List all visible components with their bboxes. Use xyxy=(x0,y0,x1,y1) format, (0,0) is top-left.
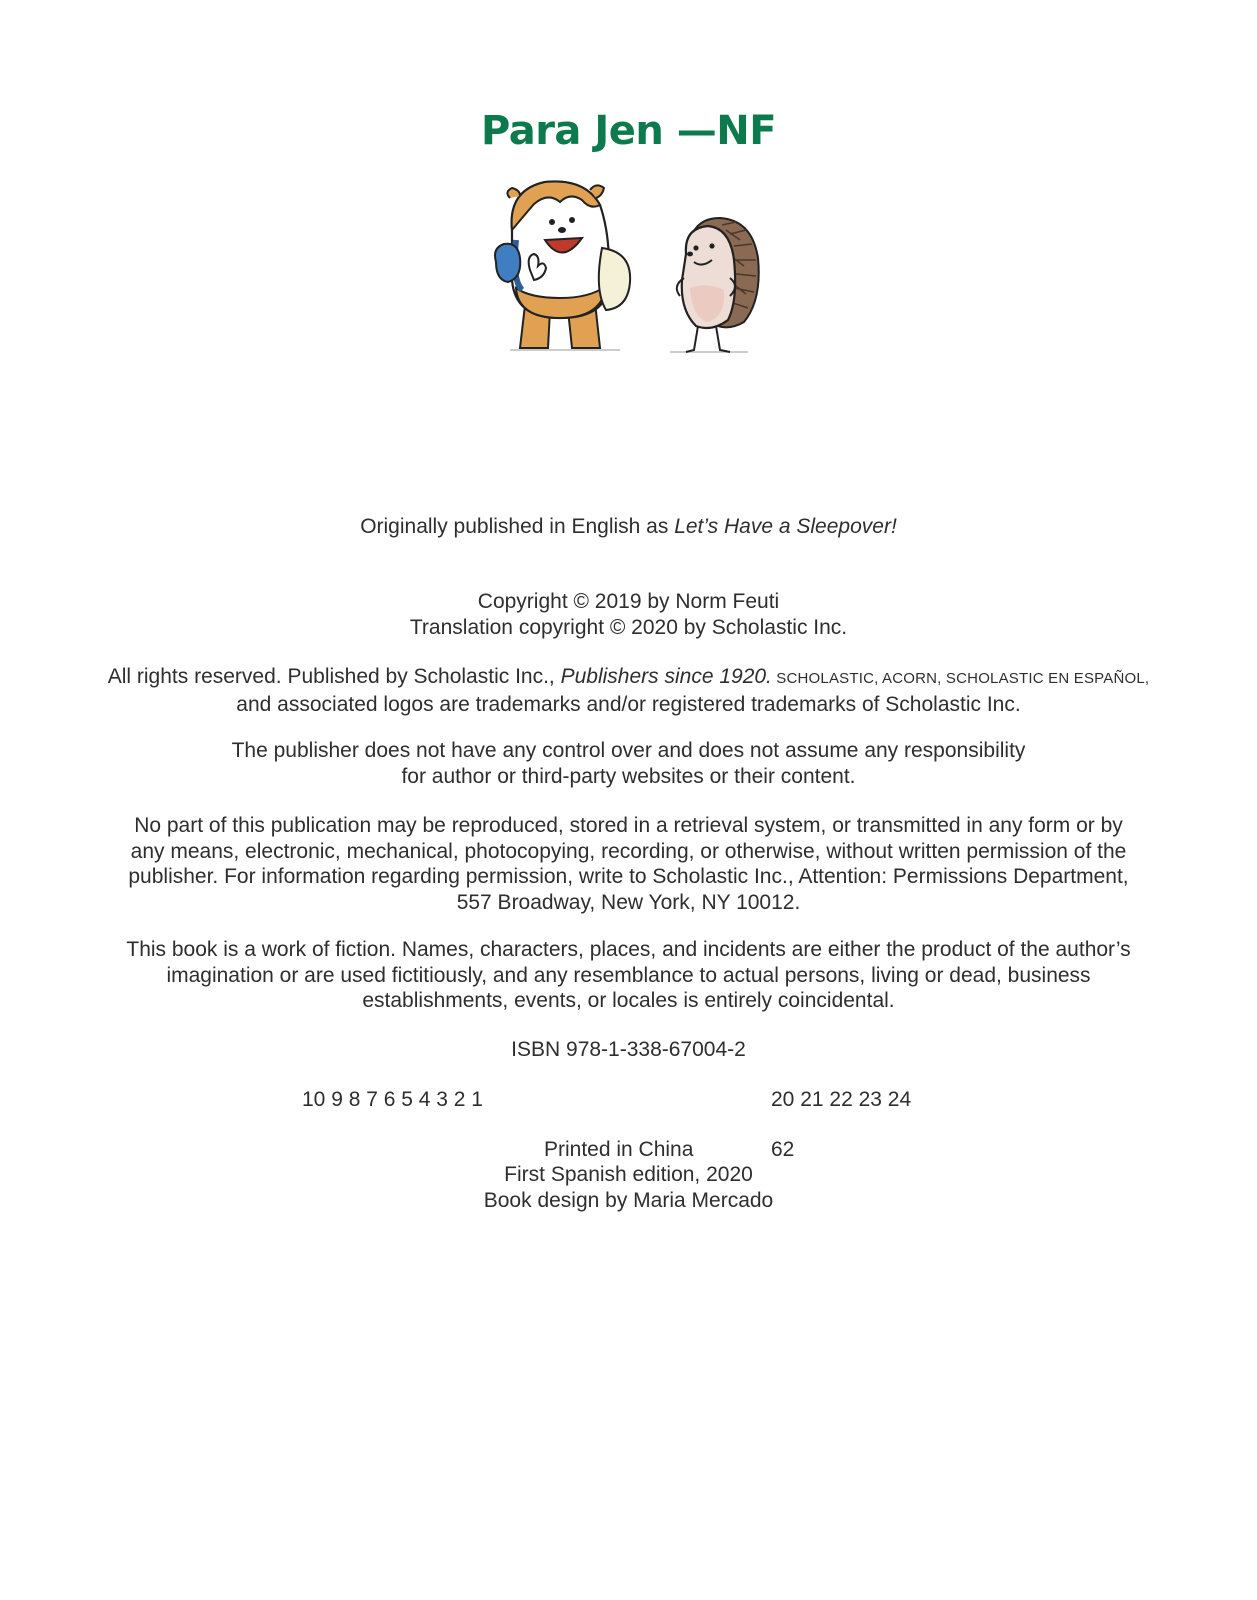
publisher-note xyxy=(0,738,1257,789)
printed-in: Printed in China xyxy=(544,1138,694,1161)
printing-code: 62 xyxy=(771,1138,795,1161)
reproduction-line2: any means, electronic, mechanical, photocopying, recording, or otherwise, without written permission of the xyxy=(130,839,1127,863)
dedication: Para Jen —NF xyxy=(480,108,777,154)
characters-illustration xyxy=(490,170,780,365)
publisher-note-line1: The publisher does not have any control over and does not assume any responsibility xyxy=(231,739,1026,762)
fiction-line2: imagination or are used fictitiously, and any resemblance to actual persons, living or dead, business xyxy=(166,963,1091,987)
hedgehog-figure xyxy=(670,218,759,352)
original-publication xyxy=(0,514,1257,540)
design-credit: Book design by Maria Mercado xyxy=(483,1188,774,1212)
rights-block xyxy=(0,664,1257,717)
translation-copyright-line: Translation copyright © 2020 by Scholastic Inc. xyxy=(409,615,848,639)
printing-numbers: 10 9 8 7 6 5 4 3 2 1 xyxy=(302,1088,483,1111)
fiction-disclaimer xyxy=(0,937,1257,1014)
copyright-line: Copyright © 2019 by Norm Feuti xyxy=(477,590,780,613)
rights-line2: and associated logos are trademarks and/or registered trademarks of Scholastic Inc. xyxy=(236,692,1021,716)
reproduction-line3: publisher. For information regarding permission, write to Scholastic Inc., Attention: Permissions Department, xyxy=(128,865,1129,888)
guinea-pig-figure xyxy=(495,181,630,350)
original-prefix: Originally published in English as xyxy=(360,515,675,538)
edition-block xyxy=(0,1162,1257,1213)
reproduction-notice xyxy=(0,813,1257,915)
isbn: ISBN 978-1-338-67004-2 xyxy=(511,1038,746,1061)
reproduction-line1: No part of this publication may be reproduced, stored in a retrieval system, or transmitted in any form or by xyxy=(134,814,1123,837)
original-title: Let’s Have a Sleepover! xyxy=(674,515,897,538)
fiction-line3: establishments, events, or locales is entirely coincidental. xyxy=(362,989,895,1012)
publisher-note-line2: for author or third-party websites or their content. xyxy=(401,764,856,788)
printing-years: 20 21 22 23 24 xyxy=(771,1088,912,1111)
copyright-block xyxy=(0,589,1257,640)
rights-italic: Publishers since 1920. xyxy=(560,665,772,688)
rights-lead: All rights reserved. Published by Scholastic Inc., xyxy=(107,665,561,688)
fiction-line1: This book is a work of fiction. Names, characters, places, and incidents are either the product of the author’s xyxy=(126,938,1131,961)
reproduction-line4: 557 Broadway, New York, NY 10012. xyxy=(456,890,801,914)
rights-trademarks: SCHOLASTIC, ACORN, SCHOLASTIC EN ESPAÑOL, xyxy=(771,670,1150,687)
edition-line: First Spanish edition, 2020 xyxy=(504,1163,753,1186)
